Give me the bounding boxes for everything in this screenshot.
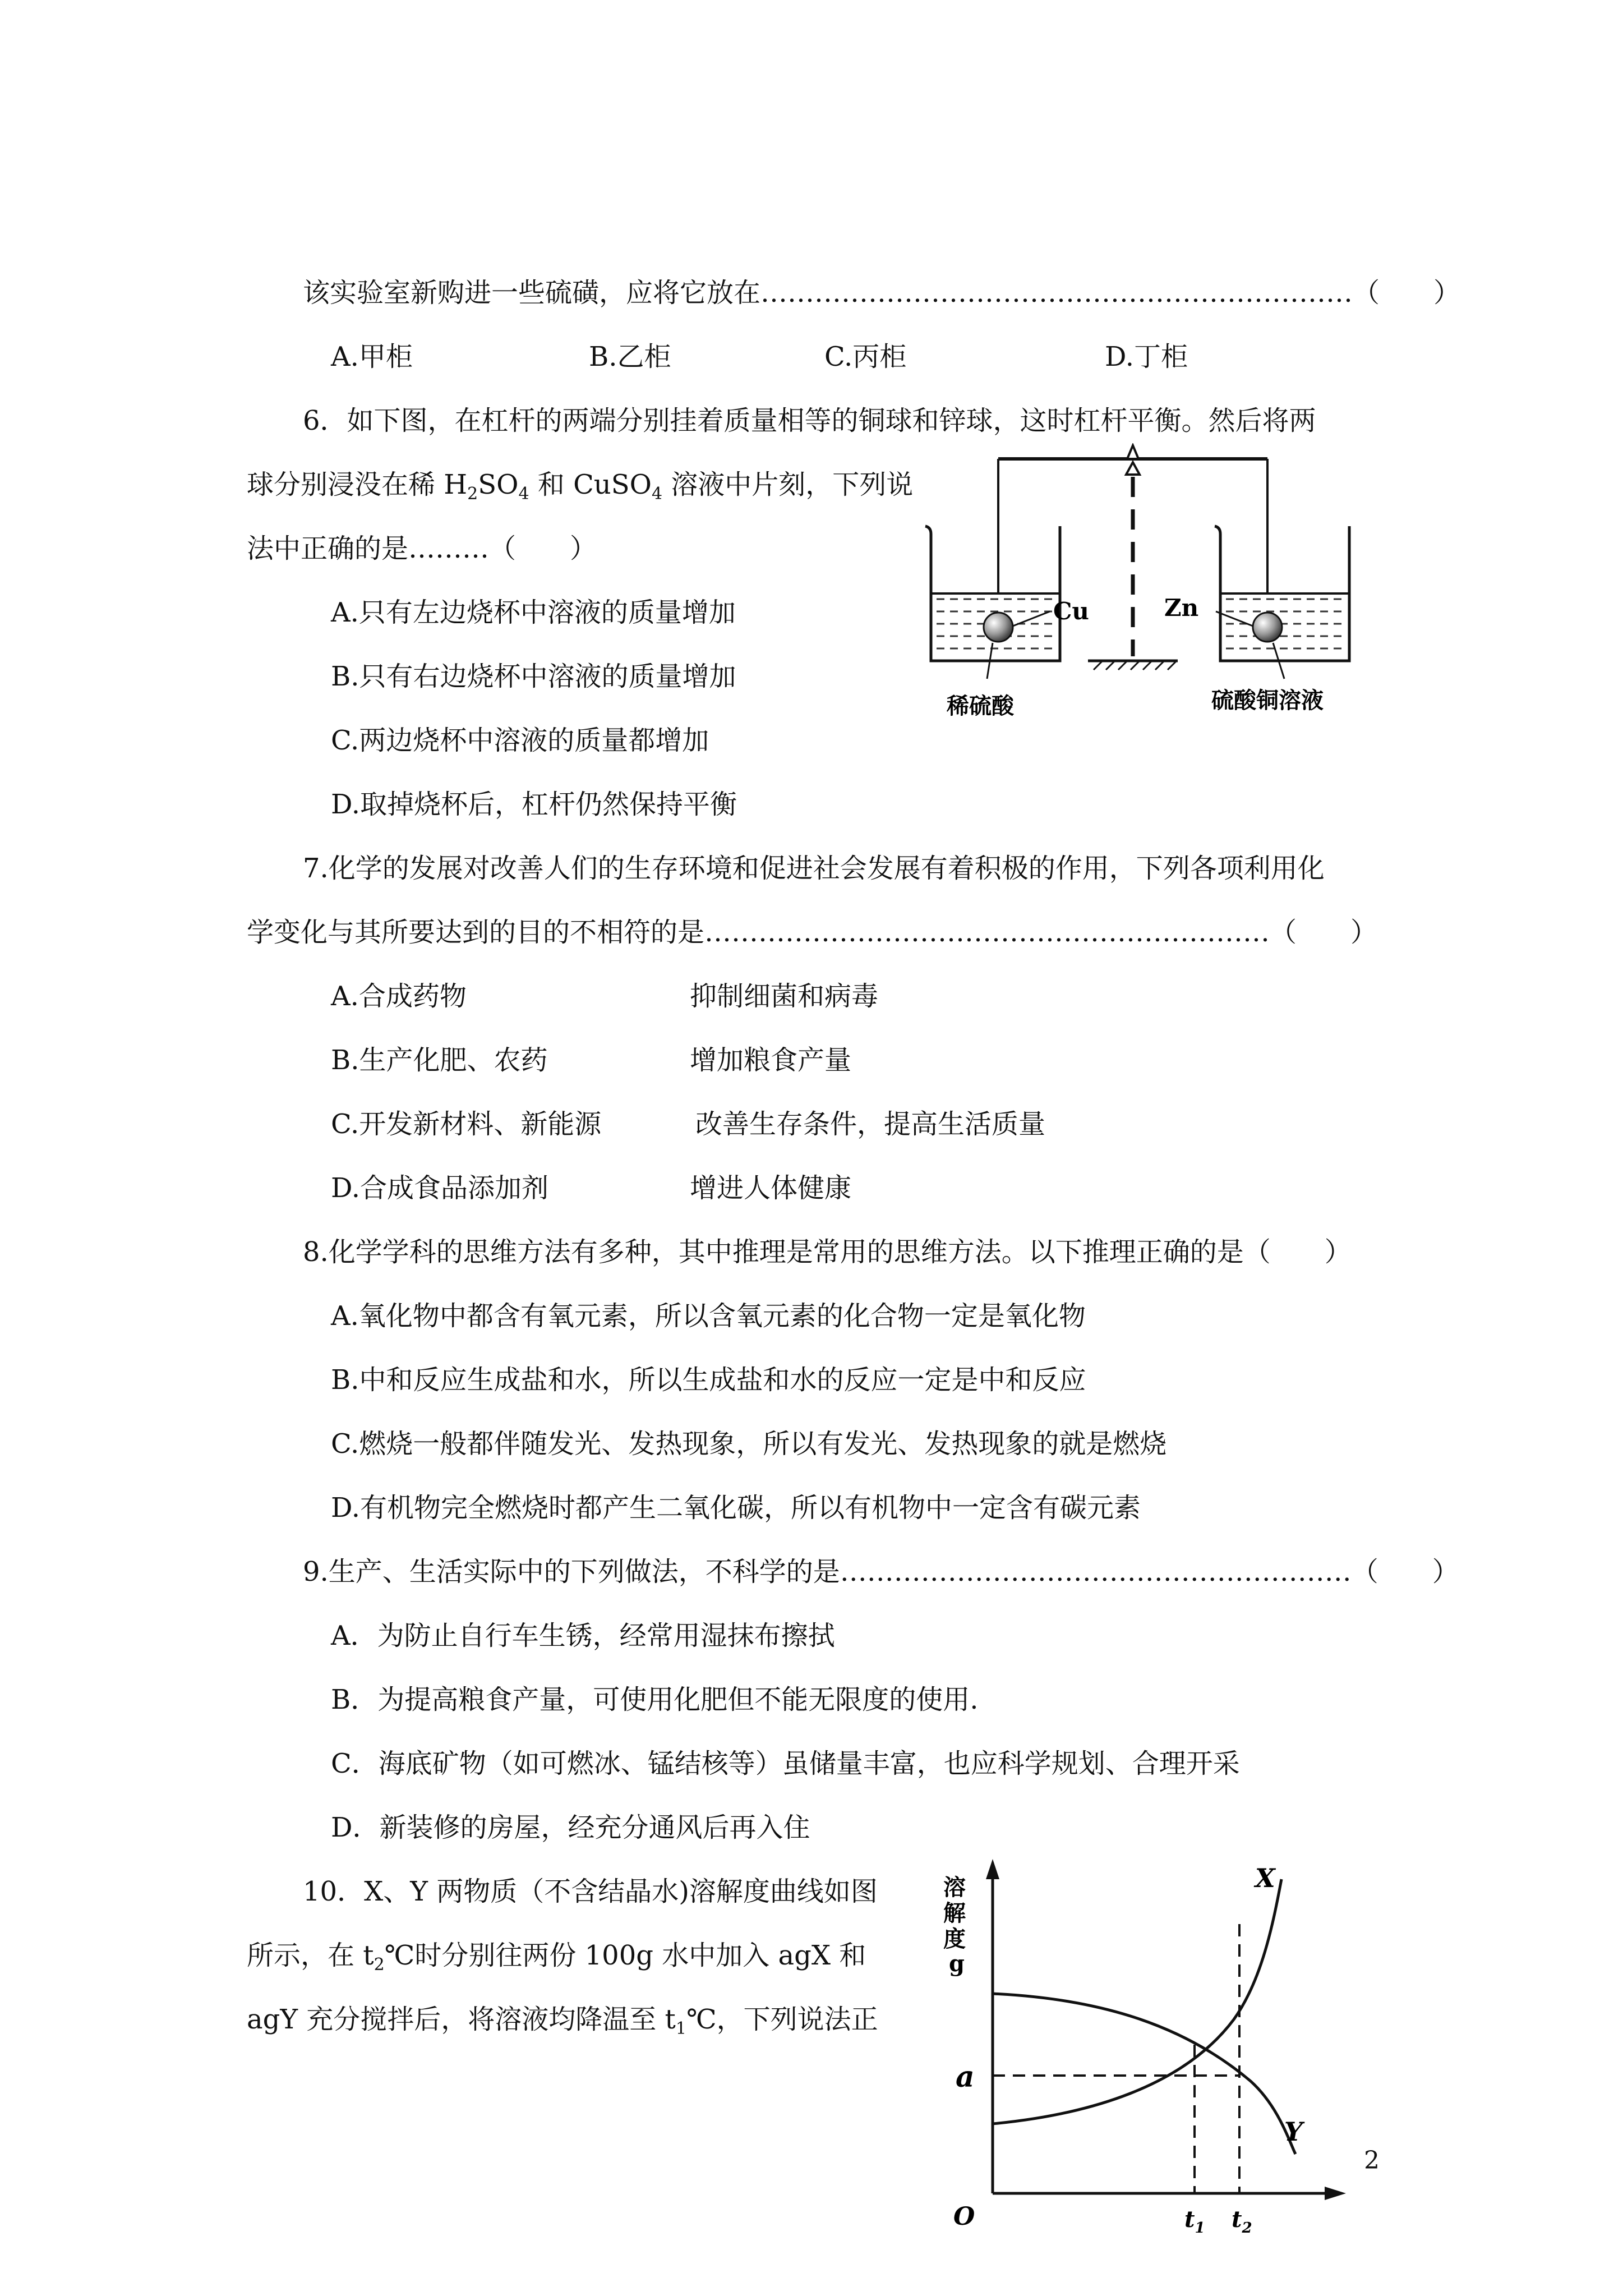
q9-option-a: A．为防止自行车生锈，经常用湿抹布擦拭 [331, 1620, 835, 1651]
q7-row-d-left: D.合成食品添加剂 [331, 1172, 549, 1204]
a-label: a [956, 2060, 975, 2094]
x-curve-label: X [1255, 1863, 1275, 1893]
zinc-label: Zn [1164, 594, 1199, 622]
q8-option-b: B.中和反应生成盐和水，所以生成盐和水的反应一定是中和反应 [331, 1364, 1086, 1396]
q6-option-b: B.只有右边烧杯中溶液的质量增加 [331, 661, 736, 692]
q9-option-d: D．新装修的房屋，经充分通风后再入住 [331, 1812, 810, 1843]
x-axis-arrow [1325, 2187, 1346, 2200]
q8-line1: 8.化学学科的思维方法有多种，其中推理是常用的思维方法。以下推理正确的是（ ） [303, 1236, 1352, 1268]
q6-line2: 球分别浸没在稀 $H_2SO_4$ 和 CuSO$_4$ 溶液中片刻，下列说 [247, 469, 914, 504]
zinc-ball [1253, 613, 1282, 642]
q7-row-a-left: A.合成药物 [331, 981, 467, 1012]
y-axis-arrow [986, 1859, 999, 1879]
q5-option-d: D.丁柜 [1105, 341, 1188, 372]
q9-option-c: C．海底矿物（如可燃冰、锰结核等）虽储量丰富，也应科学规划、合理开采 [331, 1748, 1240, 1779]
dilute-sulfuric-acid-label: 稀硫酸 [947, 693, 1014, 719]
q6-option-a: A.只有左边烧杯中溶液的质量增加 [331, 597, 736, 628]
q7-row-c-left: C.开发新材料、新能源 [331, 1108, 602, 1140]
q8-option-a: A.氧化物中都含有氧元素，所以含氧元素的化合物一定是氧化物 [331, 1300, 1086, 1332]
ylabel-4: g [949, 1950, 965, 1977]
curve-x [993, 1879, 1281, 2124]
q7-line1: 7.化学的发展对改善人们的生存环境和促进社会发展有着积极的作用，下列各项利用化 [303, 853, 1325, 884]
q7-row-b-right: 增加粮食产量 [690, 1045, 852, 1076]
q7-row-c-right: 改善生存条件，提高生活质量 [695, 1108, 1046, 1140]
q8-option-c: C.燃烧一般都伴随发光、发热现象，所以有发光、发热现象的就是燃烧 [331, 1428, 1167, 1460]
solubility-curve-diagram [920, 1851, 1368, 2289]
q5-option-a: A.甲柜 [331, 341, 413, 372]
t2-label: $t_2$ [1232, 2206, 1252, 2237]
copper-sulfate-label: 硫酸铜溶液 [1211, 687, 1324, 714]
curve-y [993, 1994, 1295, 2154]
fulcrum-pivot [1126, 462, 1140, 475]
y-curve-label: Y [1284, 2116, 1303, 2147]
ylabel-3: 度 [943, 1926, 966, 1952]
q6-option-d: D.取掉烧杯后，杠杆仍然保持平衡 [331, 789, 737, 820]
right-beaker [1215, 526, 1349, 661]
origin-label: O [953, 2202, 975, 2231]
q5-option-b: B.乙柜 [589, 341, 671, 372]
q8-option-d: D.有机物完全燃烧时都产生二氧化碳，所以有机物中一定含有碳元素 [331, 1492, 1141, 1524]
q9-option-b: B．为提高粮食产量，可使用化肥但不能无限度的使用. [331, 1684, 979, 1715]
q6-line3: 法中正确的是………（ ） [247, 533, 597, 564]
q7-line2: 学变化与其所要达到的目的不相符的是………………………………………………………（ ） [247, 917, 1378, 948]
q7-row-b-left: B.生产化肥、农药 [331, 1045, 548, 1076]
q5-stem: 该实验室新购进一些硫磺，应将它放在…………………………………………………………（ ） [303, 277, 1461, 309]
fulcrum-triangle [1127, 445, 1138, 459]
lever-beaker-diagram [909, 443, 1368, 735]
ylabel-1: 溶 [943, 1874, 966, 1901]
q6-line1: 6．如下图，在杠杆的两端分别挂着质量相等的铜球和锌球，这时杠杆平衡。然后将两 [303, 405, 1316, 436]
copper-label: Cu [1053, 597, 1089, 625]
page-number: 2 [1364, 2146, 1380, 2175]
ylabel-2: 解 [943, 1900, 966, 1926]
q6-option-c: C.两边烧杯中溶液的质量都增加 [331, 725, 709, 756]
q7-row-a-right: 抑制细菌和病毒 [690, 981, 879, 1012]
q10-line1: 10．X、Y 两物质（不含结晶水)溶解度曲线如图 [303, 1876, 878, 1907]
q10-line2: 所示，在 $t_2℃$时分别往两份 100g 水中加入 agX 和 [247, 1940, 866, 1975]
q10-line3: agY 充分搅拌后，将溶液均降温至 $t_1℃$，下列说法正 [247, 2004, 878, 2039]
t1-label: $t_1$ [1184, 2206, 1205, 2237]
q9-line1: 9.生产、生活实际中的下列做法，不科学的是…………………………………………………（ ） [303, 1556, 1459, 1588]
q5-option-c: C.丙柜 [824, 341, 907, 372]
copper-ball [984, 613, 1013, 642]
q7-row-d-right: 增进人体健康 [690, 1172, 852, 1204]
